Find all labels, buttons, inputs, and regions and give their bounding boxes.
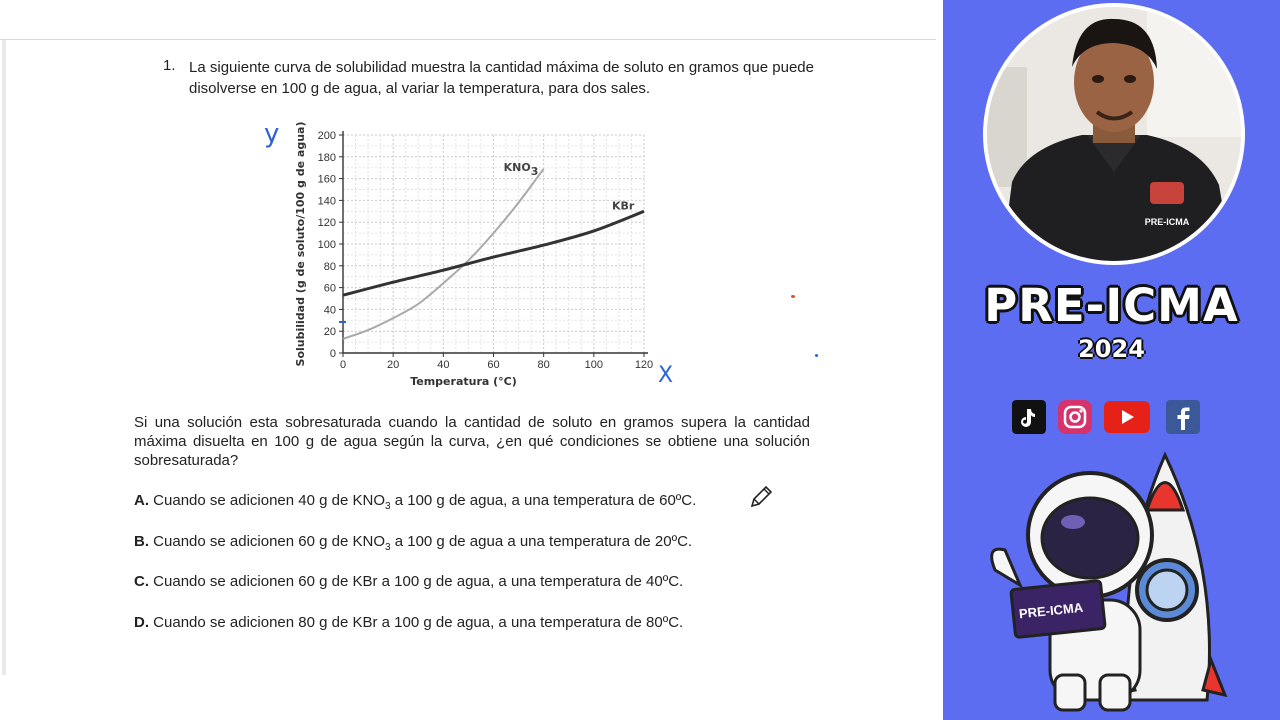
option-b[interactable]: B. Cuando se adicionen 60 g de $KNO_3$ a 100 g de agua a una temperatura de 20ºC.	[134, 533, 693, 553]
y-tick-label: 120	[317, 217, 336, 230]
y-tick-label: 140	[317, 195, 336, 208]
page-left-edge	[2, 40, 6, 675]
question-number: 1.	[163, 57, 176, 74]
presenter-avatar	[987, 7, 1241, 261]
x-tick-label: 120	[634, 359, 654, 371]
page-top-border	[0, 39, 936, 40]
handwritten-y-mark: y	[264, 119, 280, 149]
tiktok-icon[interactable]	[1012, 400, 1046, 434]
astronaut-rocket-mascot	[975, 450, 1245, 720]
facebook-icon[interactable]	[1166, 400, 1200, 434]
stray-ink-dot	[815, 354, 818, 357]
handwritten-x-mark: X	[658, 363, 674, 388]
series-label-subscript: 3	[530, 164, 539, 178]
question-body: Si una solución esta sobresaturada cuando la cantidad de soluto en gramos supera la cantidad máxima disuelta en 100 g de agua según la curva, ¿en qué condiciones se obtiene una solución sobresaturada?	[134, 414, 810, 469]
x-tick-label: 60	[487, 359, 500, 371]
y-tick-label: 60	[323, 282, 336, 295]
y-tick-label: 100	[317, 239, 336, 251]
x-tick-label: 40	[437, 359, 450, 371]
y-tick-label: 200	[317, 130, 336, 142]
option-c[interactable]: C. Cuando se adicionen 60 g de KBr a 100 g de agua, a una temperatura de 40ºC.	[134, 573, 684, 590]
y-tick-label: 160	[317, 173, 336, 186]
x-tick-label: 0	[339, 359, 347, 371]
x-tick-label: 80	[537, 359, 550, 371]
x-axis-label: Temperatura (°C)	[410, 375, 517, 388]
x-tick-label: 20	[387, 359, 400, 371]
stray-ink-dot	[791, 295, 795, 298]
instagram-icon[interactable]	[1058, 400, 1092, 434]
question-stem: La siguiente curva de solubilidad muestra la cantidad máxima de soluto en gramos que puede disolverse en 100 g de agua, al variar la temperatura, para dos sales.	[189, 59, 814, 97]
pencil-icon[interactable]	[748, 484, 774, 510]
y-axis-label: Solubilidad (g de soluto/100 g de agua)	[294, 121, 307, 367]
series-label-kno3: KNO3	[503, 160, 539, 178]
solubility-chart	[258, 112, 688, 397]
y-tick-label: 180	[317, 151, 336, 164]
series-label-kbr: KBr	[612, 199, 635, 213]
mascot-badge-text: PRE-ICMA	[1018, 599, 1084, 622]
y-tick-label: 80	[323, 260, 336, 273]
brand-title: PRE-ICMA	[984, 279, 1239, 332]
y-tick-label: 40	[323, 304, 336, 317]
y-tick-label: 0	[329, 348, 336, 360]
y-tick-label: 20	[323, 326, 336, 339]
option-a[interactable]: A. Cuando se adicionen 40 g de $KNO_3$ a 100 g de agua, a una temperatura de 60ºC.	[134, 492, 697, 512]
option-d[interactable]: D. Cuando se adicionen 80 g de KBr a 100 g de agua, a una temperatura de 80ºC.	[134, 614, 684, 631]
brand-year: 2024	[1078, 335, 1145, 363]
x-tick-label: 100	[584, 359, 604, 371]
youtube-icon[interactable]	[1104, 400, 1150, 434]
shirt-logo-text: PRE-ICMA	[1144, 217, 1190, 227]
